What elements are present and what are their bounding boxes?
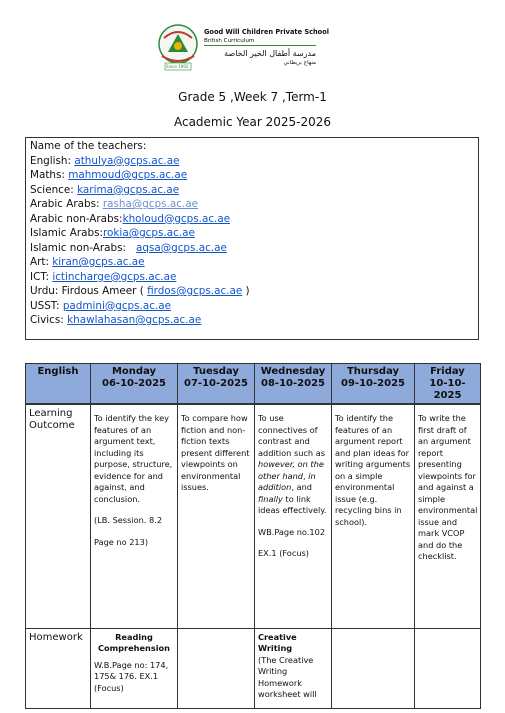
curriculum-ar: منهاج بريطاني [283, 60, 316, 66]
teacher-row-arabic-arabs [30, 197, 474, 212]
homework-label: Homework [26, 628, 91, 708]
table-header-row [26, 364, 481, 405]
teacher-label: Civics: [30, 314, 68, 326]
teacher-label: Islamic Arabs: [30, 227, 104, 239]
subject-header: English [26, 364, 91, 405]
teacher-label: Art: [30, 256, 53, 268]
homework-monday: Reading Comprehension W.B.Page no: 174, 175& 176. EX.1 (Focus) [91, 628, 178, 708]
school-logo [156, 22, 330, 72]
table-row [26, 404, 481, 628]
teachers-heading: Name of the teachers: [30, 140, 147, 152]
email-link[interactable]: padmini@gcps.ac.ae [62, 299, 172, 312]
teacher-row-ict [30, 270, 474, 285]
school-name-en: Good Will Children Private School [204, 28, 330, 36]
email-link[interactable]: athulya@gcps.ac.ae [74, 154, 180, 167]
homework-friday [415, 628, 481, 708]
teacher-row-maths [30, 168, 474, 183]
teacher-row-usst [30, 299, 474, 314]
teacher-label: Urdu: Firdous Ameer ( [30, 285, 148, 297]
teacher-label: English: [30, 154, 75, 167]
teacher-label: Science: [30, 183, 78, 196]
weekly-plan-table [25, 363, 481, 709]
email-link[interactable]: mahmoud@gcps.ac.ae [68, 169, 188, 181]
teacher-label: Maths: [30, 169, 69, 181]
day-header-tuesday: Tuesday 07-10-2025 [178, 364, 255, 405]
teacher-label: Arabic non-Arabs: [30, 212, 123, 225]
day-header-friday: Friday 10-10-2025 [415, 364, 481, 405]
teacher-label: Islamic non-Arabs: [30, 241, 136, 254]
teacher-row-islamic-non-arabs [30, 241, 474, 256]
outcome-thursday: To identify the features of an argument report and plan ideas for writing arguments on a simple environmental issue (e.g. recycling bins in school). [332, 404, 415, 628]
homework-tuesday [178, 628, 255, 708]
teacher-row-urdu [30, 284, 474, 299]
email-link[interactable]: khawlahasan@gcps.ac.ae [67, 314, 202, 326]
teacher-row-islamic-arabs [30, 226, 474, 241]
document-title: Grade 5 ,Week 7 ,Term-1 [178, 90, 327, 104]
homework-thursday [332, 628, 415, 708]
day-header-thursday: Thursday 09-10-2025 [332, 364, 415, 405]
outcome-wednesday: To use connectives of contrast and addition such as however, on the other hand, in addition, and finally to link ideas effectively. WB.Page no.102 EX.1 (Focus) [255, 404, 332, 628]
teachers-box [25, 137, 479, 340]
outcome-tuesday: To compare how fiction and non-fiction texts present different viewpoints on environmental issues. [178, 404, 255, 628]
outcome-friday: To write the first draft of an argument report presenting viewpoints for and against a simple environmental issue and mark VCOP and do the checklist. [415, 404, 481, 628]
teacher-row-english [30, 154, 474, 169]
teacher-suffix: ) [242, 285, 250, 297]
teacher-label: Arabic Arabs: [30, 198, 103, 210]
outcome-monday: To identify the key features of an argument text, including its purpose, structure, evidence for and against, and conclusion. (LB. Session. 8.2 Page no 213) [91, 404, 178, 628]
email-link[interactable]: kiran@gcps.ac.ae [52, 256, 145, 268]
day-header-wednesday: Wednesday 08-10-2025 [255, 364, 332, 405]
homework-wednesday: Creative Writing (The Creative Writing Homework worksheet will [255, 628, 332, 708]
teacher-row-civics [30, 313, 474, 328]
email-link[interactable]: rokia@gcps.ac.ae [103, 227, 195, 239]
table-row [26, 628, 481, 708]
email-link[interactable]: karima@gcps.ac.ae [77, 183, 180, 196]
header-divider [204, 45, 316, 46]
teacher-row-science [30, 183, 474, 198]
day-header-monday: Monday 06-10-2025 [91, 364, 178, 405]
since-label: Since 1992 [166, 64, 189, 69]
email-link[interactable]: aqsa@gcps.ac.ae [135, 241, 227, 254]
academic-year: Academic Year 2025-2026 [173, 115, 331, 129]
teacher-label: USST: [30, 299, 63, 312]
learning-outcome-label: Learning Outcome [26, 404, 91, 628]
teacher-label: ICT: [30, 270, 53, 283]
email-link[interactable]: kholoud@gcps.ac.ae [122, 212, 231, 225]
email-link[interactable]: ictincharge@gcps.ac.ae [52, 270, 177, 283]
email-link[interactable]: firdos@gcps.ac.ae [147, 285, 243, 297]
teacher-row-arabic-non-arabs [30, 212, 474, 227]
curriculum-label: British Curriculum [204, 38, 255, 44]
email-link[interactable]: rasha@gcps.ac.ae [102, 198, 198, 210]
teacher-row-art [30, 255, 474, 270]
school-name-ar: مدرسة أطفال الخير الخاصة [224, 49, 316, 58]
